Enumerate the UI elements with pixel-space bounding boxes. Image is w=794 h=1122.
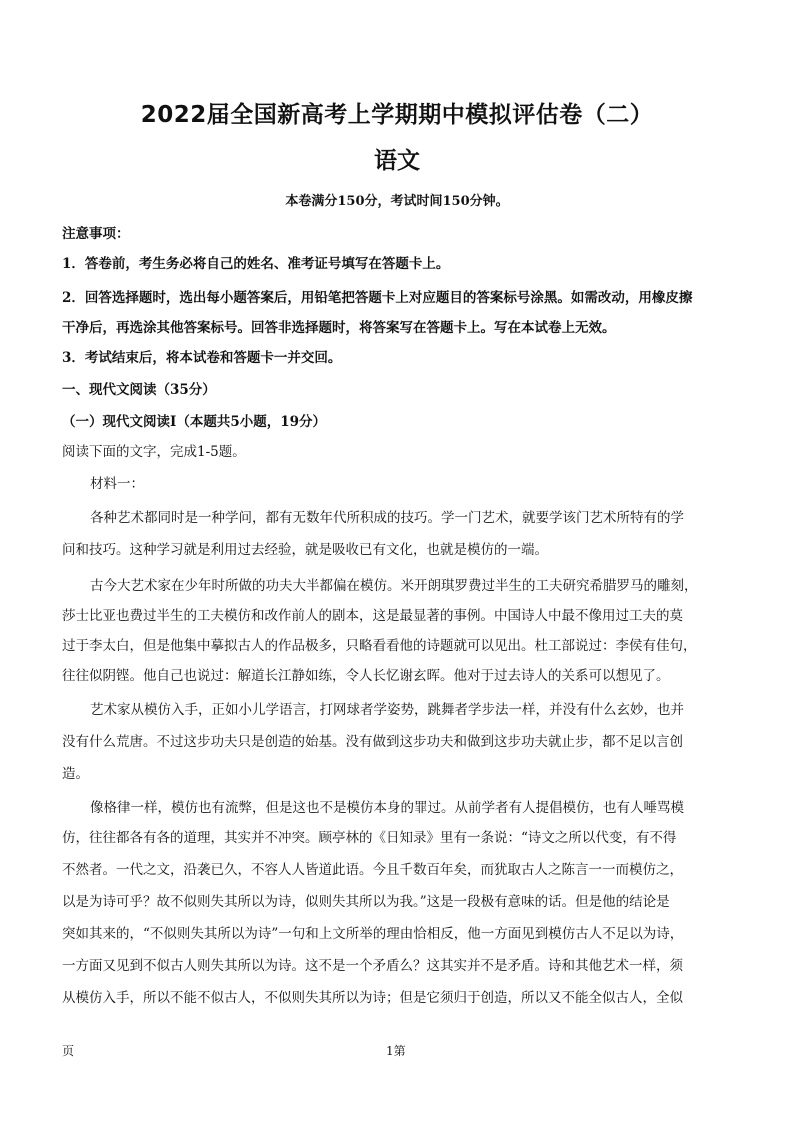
reading-instruction: 阅读下面的文字，完成1-5题。 xyxy=(62,444,246,460)
section-heading: 一、现代文阅读（35分） xyxy=(62,382,216,398)
page-title: 2022届全国新高考上学期期中模拟评估卷（二） xyxy=(140,102,654,128)
notes-heading: 注意事项： xyxy=(62,226,130,242)
passage-line: 一方面又见到不似古人则失其所以为诗。这不是一个矛盾么？这其实并不是矛盾。诗和其他艺术一样，须 xyxy=(62,958,683,974)
passage-line: 古今大艺术家在少年时所做的功夫大半都偏在模仿。米开朗琪罗费过半生的工夫研究希腊罗马的雕刻， xyxy=(90,578,698,594)
note-item-3: 3．考试结束后，将本试卷和答题卡一并交回。 xyxy=(62,350,342,366)
page-number: 1第 xyxy=(386,1044,406,1058)
passage-line: 过于李太白，但是他集中摹拟古人的作品极多，只略看看他的诗题就可以见出。杜工部说过：李侯有佳句， xyxy=(62,638,697,654)
passage-line: 往往似阴铿。他自己也说过：解道长江静如练，令人长忆谢玄晖。他对于过去诗人的关系可以想见了。 xyxy=(62,668,670,684)
note-item-2-line-2: 干净后，再选涂其他答案标号。回答非选择题时，将答案写在答题卡上。写在本试卷上无效。 xyxy=(62,320,616,336)
passage-line: 不然者。一代之文，沿袭已久，不容人人皆道此语。今且千数百年矣，而犹取古人之陈言一一而模仿之， xyxy=(62,862,683,878)
passage-line: 艺术家从模仿入手，正如小儿学语言，打网球者学姿势，跳舞者学步法一样，并没有什么玄妙，也并 xyxy=(90,702,684,718)
passage-line: 莎士比亚也费过半生的工夫模仿和改作前人的剧本，这是最显著的事例。中国诗人中最不像用过工夫的莫 xyxy=(62,608,683,624)
note-item-2-line-1: 2．回答选择题时，选出每小题答案后，用铅笔把答题卡上对应题目的答案标号涂黑。如需改动，用橡皮擦 xyxy=(62,290,693,306)
subsection-heading: （一）现代文阅读Ⅰ（本题共5小题，19分） xyxy=(62,414,326,430)
passage-line: 从模仿入手，所以不能不似古人，不似则失其所以为诗；但是它须归于创造，所以又不能全似古人，全似 xyxy=(62,990,683,1006)
subject-title: 语文 xyxy=(374,148,420,174)
passage-line: 像格律一样，模仿也有流弊，但是这也不是模仿本身的罪过。从前学者有人提倡模仿，也有人唾骂模 xyxy=(90,800,684,816)
passage-line: 没有什么荒唐。不过这步功夫只是创造的始基。没有做到这步功夫和做到这步功夫就止步，都不足以言创 xyxy=(62,734,683,750)
passage-line: 突如其来的，“不似则失其所以为诗”一句和上文所举的理由恰相反，他一方面见到模仿古人不足以为诗， xyxy=(62,926,684,942)
passage-line: 仿，往往都各有各的道理，其实并不冲突。顾亭林的《日知录》里有一条说：“诗文之所以代变，有不得 xyxy=(62,830,677,846)
note-item-1: 1．答卷前，考生务必将自己的姓名、准考证号填写在答题卡上。 xyxy=(62,256,450,272)
passage-line: 以是为诗可乎？故不似则失其所以为诗，似则失其所以为我。”这是一段极有意味的话。但是他的结论是 xyxy=(62,894,670,910)
material-label: 材料一： xyxy=(90,476,144,492)
passage-line: 各种艺术都同时是一种学问，都有无数年代所积成的技巧。学一门艺术，就要学该门艺术所特有的学 xyxy=(90,510,684,526)
passage-line: 问和技巧。这种学习就是利用过去经验，就是吸收已有文化，也就是模仿的一端。 xyxy=(62,542,548,558)
footer-left: 页 xyxy=(62,1044,75,1058)
exam-meta: 本卷满分150分，考试时间150分钟。 xyxy=(285,194,509,209)
passage-line: 造。 xyxy=(62,766,89,782)
